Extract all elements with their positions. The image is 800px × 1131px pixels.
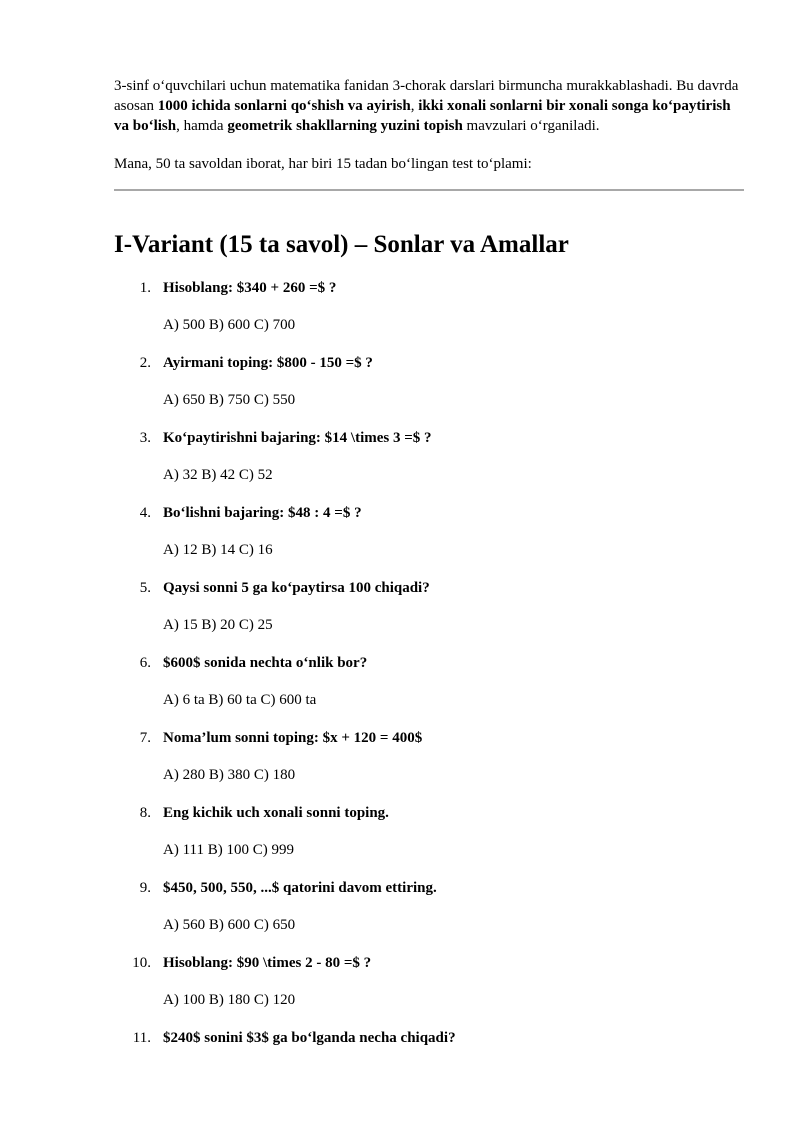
answer-options: A) 111 B) 100 C) 999: [163, 842, 294, 858]
question-text: Qaysi sonni 5 ga ko‘paytirsa 100 chiqadi?: [163, 580, 430, 596]
answer-options: A) 6 ta B) 60 ta C) 600 ta: [163, 692, 317, 708]
answer-options: A) 280 B) 380 C) 180: [163, 767, 296, 783]
intro-text-3: , hamda: [176, 118, 228, 134]
question-number: 8.: [139, 805, 151, 821]
question-text: Ayirmani toping: $800 - 150 =$ ?: [163, 355, 373, 371]
intro-bold-2: ikki xonali sonlarni bir xonali songa ko‘paytirish va bo‘lish: [114, 98, 731, 134]
question-text: Bo‘lishni bajaring: $48 : 4 =$ ?: [163, 505, 362, 521]
answer-options: A) 560 B) 600 C) 650: [163, 917, 296, 933]
question-item: [114, 1028, 744, 1103]
question-number: 9.: [139, 880, 151, 896]
question-item: [114, 728, 744, 803]
question-number: 3.: [139, 430, 151, 446]
question-text: Hisoblang: $90 \times 2 - 80 =$ ?: [163, 955, 372, 971]
intro-text-4: mavzulari o‘rganiladi.: [462, 118, 600, 134]
question-number: 5.: [139, 580, 151, 596]
answer-options: A) 15 B) 20 C) 25: [163, 617, 273, 633]
question-list: [114, 278, 744, 1103]
answer-options: A) 650 B) 750 C) 550: [163, 392, 296, 408]
question-number: 11.: [132, 1030, 151, 1046]
answer-options: A) 500 B) 600 C) 700: [163, 317, 296, 333]
question-item: [114, 878, 744, 953]
question-item: [114, 428, 744, 503]
question-text: Ko‘paytirishni bajaring: $14 \times 3 =$ ?: [163, 430, 432, 446]
question-number: 10.: [132, 955, 151, 971]
answer-options: A) 12 B) 14 C) 16: [163, 542, 273, 558]
intro-bold-1: 1000 ichida sonlarni qo‘shish va ayirish: [157, 98, 411, 114]
question-item: [114, 278, 744, 353]
question-text: Noma’lum sonni toping: $x + 120 = 400$: [163, 730, 423, 746]
question-number: 2.: [139, 355, 151, 371]
intro-text-2: ,: [410, 98, 419, 114]
document-page: [114, 76, 744, 1103]
answer-options: A) 100 B) 180 C) 120: [163, 992, 296, 1008]
question-text: Hisoblang: $340 + 260 =$ ?: [163, 280, 337, 296]
question-item: [114, 653, 744, 728]
question-text: Eng kichik uch xonali sonni toping.: [163, 805, 389, 821]
variant-title: I-Variant (15 ta savol) – Sonlar va Amallar: [114, 231, 569, 258]
question-item: [114, 503, 744, 578]
question-item: [114, 578, 744, 653]
question-number: 7.: [139, 730, 151, 746]
question-item: [114, 953, 744, 1028]
question-number: 4.: [139, 505, 151, 521]
question-item: [114, 353, 744, 428]
intro-text-1: 3-sinf o‘quvchilari uchun matematika fanidan 3-chorak darslari birmuncha murakkablashadi. Bu davrda asosan: [114, 78, 739, 114]
question-text: $450, 500, 550, ...$ qatorini davom ettiring.: [163, 880, 437, 896]
intro-collection-note: Mana, 50 ta savoldan iborat, har biri 15 tadan bo‘lingan test to‘plami:: [114, 156, 532, 172]
intro-bold-3: geometrik shakllarning yuzini topish: [227, 118, 463, 134]
horizontal-divider: [114, 189, 744, 191]
question-number: 6.: [139, 655, 151, 671]
answer-options: A) 32 B) 42 C) 52: [163, 467, 273, 483]
question-number: 1.: [139, 280, 151, 296]
question-item: [114, 803, 744, 878]
question-text: $240$ sonini $3$ ga bo‘lganda necha chiqadi?: [163, 1030, 456, 1046]
intro-paragraph: [114, 76, 744, 136]
question-text: $600$ sonida nechta o‘nlik bor?: [163, 655, 368, 671]
